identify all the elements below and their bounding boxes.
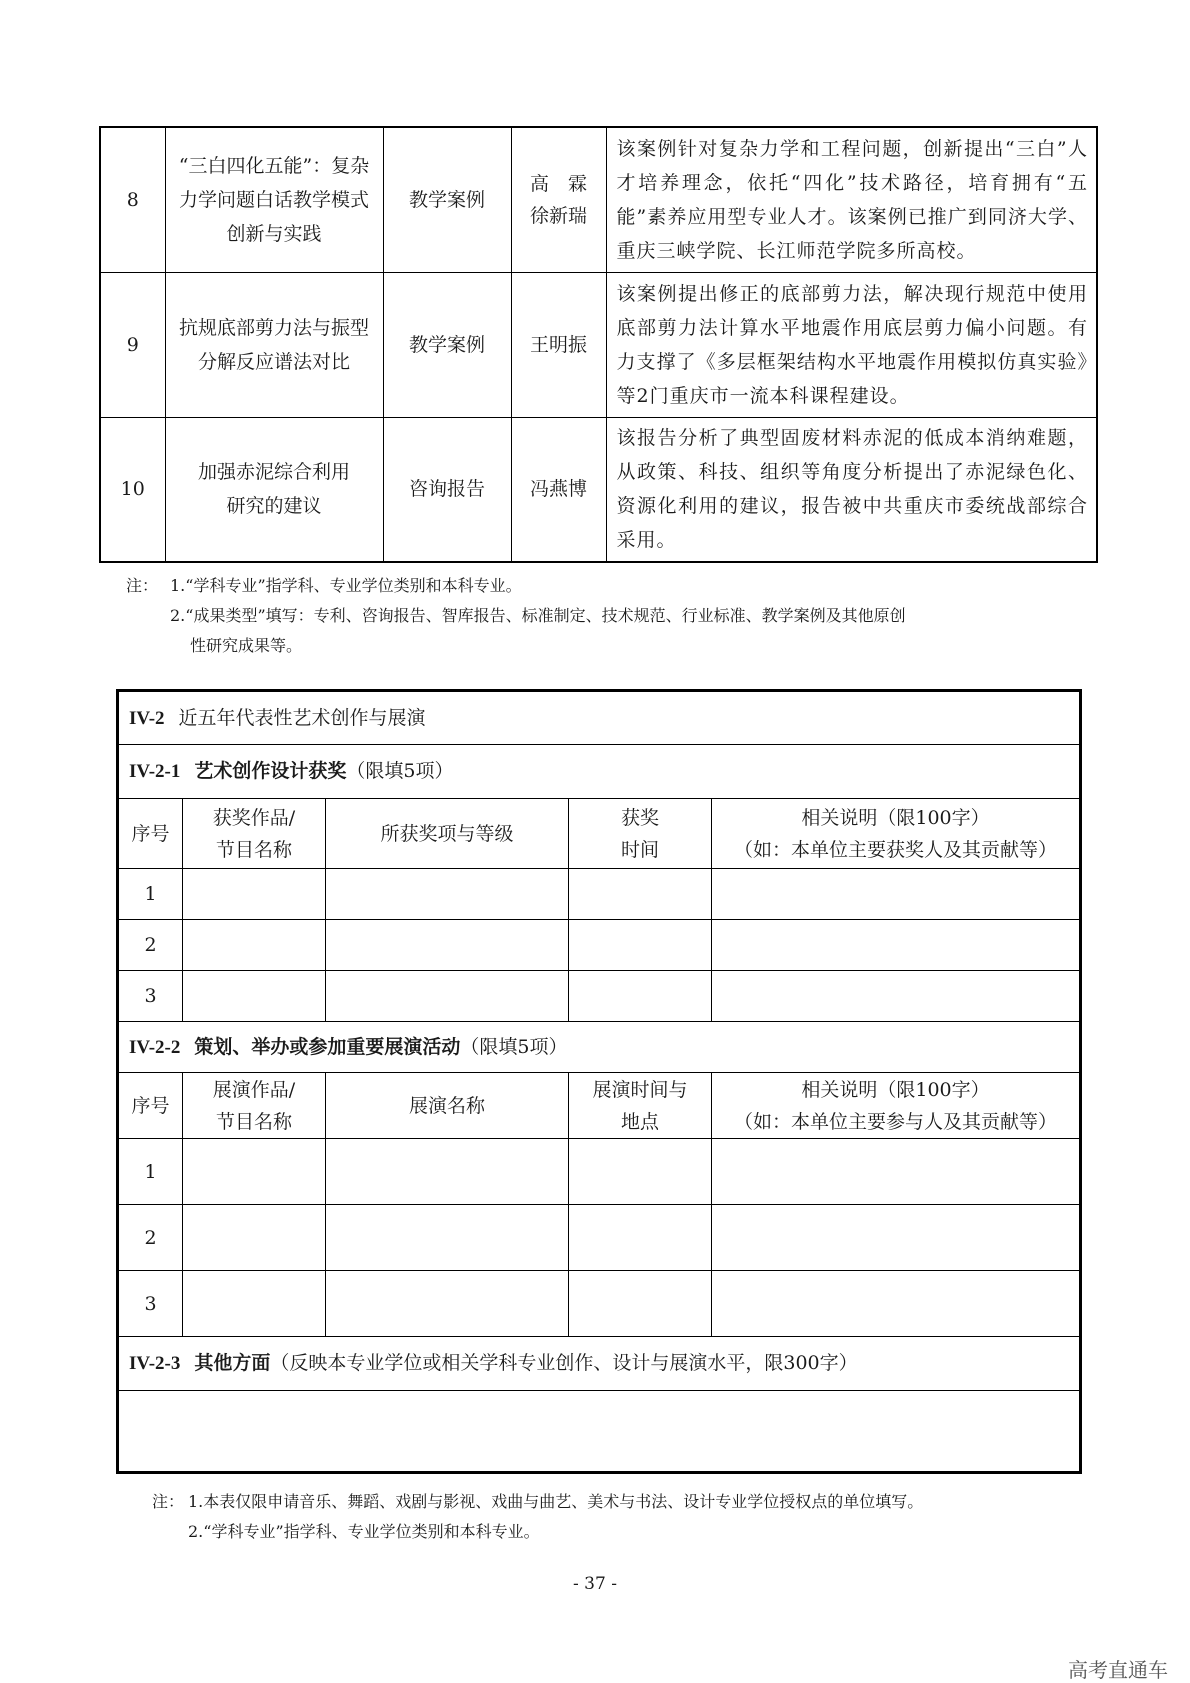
empty-cell[interactable] bbox=[569, 1139, 712, 1205]
section-header bbox=[118, 691, 1081, 745]
achievement-title: 加强赤泥综合利用研究的建议 bbox=[165, 417, 383, 562]
table-row bbox=[118, 1271, 1081, 1337]
note-line: 1.“学科专业”指学科、专业学位类别和本科专业。 bbox=[170, 576, 522, 595]
empty-cell[interactable] bbox=[569, 1271, 712, 1337]
row-number: 1 bbox=[118, 869, 183, 920]
author-name: 高 霖 bbox=[529, 172, 587, 195]
achievement-type: 教学案例 bbox=[383, 127, 511, 272]
note-line: 性研究成果等。 bbox=[190, 636, 303, 655]
subsection-code: IV-2-3 bbox=[129, 1353, 181, 1374]
empty-cell[interactable] bbox=[326, 869, 569, 920]
col-header-note: 相关说明（限100字） （如：本单位主要参与人及其贡献等） bbox=[712, 1073, 1081, 1139]
achievement-authors: 冯燕博 bbox=[511, 417, 606, 562]
note-line: 2.“学科专业”指学科、专业学位类别和本科专业。 bbox=[188, 1522, 540, 1541]
empty-cell[interactable] bbox=[326, 920, 569, 971]
page-number: - 37 - bbox=[573, 1574, 617, 1594]
empty-cell[interactable] bbox=[569, 869, 712, 920]
note-label: 注： bbox=[126, 576, 159, 595]
col-header-award: 所获奖项与等级 bbox=[326, 799, 569, 869]
watermark: 高考直通车 bbox=[1068, 1658, 1168, 1682]
subsection-title bbox=[118, 745, 1081, 799]
row-number: 1 bbox=[118, 1139, 183, 1205]
section-code: IV-2 bbox=[129, 707, 165, 729]
empty-cell[interactable] bbox=[326, 1139, 569, 1205]
subsection-header bbox=[118, 1022, 1081, 1073]
column-headers bbox=[118, 799, 1081, 869]
col-header-work: 获奖作品/ 节目名称 bbox=[183, 799, 326, 869]
achievement-type: 咨询报告 bbox=[383, 417, 511, 562]
table-row bbox=[118, 920, 1081, 971]
table-row bbox=[118, 869, 1081, 920]
achievement-title: “三白四化五能”：复杂力学问题白话教学模式创新与实践 bbox=[165, 127, 383, 272]
col-header-time: 展演时间与 地点 bbox=[569, 1073, 712, 1139]
achievement-description: 该报告分析了典型固废材料赤泥的低成本消纳难题，从政策、科技、组织等角度分析提出了赤泥绿色化、资源化利用的建议，报告被中共重庆市委统战部综合采用。 bbox=[606, 417, 1097, 562]
table-row bbox=[100, 272, 1097, 417]
empty-cell[interactable] bbox=[326, 1205, 569, 1271]
art-creation-table bbox=[116, 689, 1082, 1474]
empty-cell[interactable] bbox=[118, 1391, 1081, 1473]
empty-cell[interactable] bbox=[183, 1205, 326, 1271]
empty-cell[interactable] bbox=[712, 1139, 1081, 1205]
subsection-title-text: 其他方面 bbox=[194, 1352, 271, 1374]
subsection-limit: （限填5项） bbox=[460, 1035, 568, 1058]
subsection-limit: （限填5项） bbox=[346, 760, 454, 782]
subsection-code: IV-2-1 bbox=[129, 761, 181, 782]
row-number: 8 bbox=[100, 127, 165, 272]
achievement-description: 该案例针对复杂力学和工程问题，创新提出“三白”人才培养理念，依托“四化”技术路径，培育拥有“五能”素养应用型专业人才。该案例已推广到同济大学、重庆三峡学院、长江师范学院多所高校。 bbox=[606, 127, 1097, 272]
subsection-title-text: 策划、举办或参加重要展演活动 bbox=[194, 1035, 461, 1058]
row-number: 3 bbox=[118, 971, 183, 1022]
table-row bbox=[100, 417, 1097, 562]
empty-cell[interactable] bbox=[183, 971, 326, 1022]
empty-cell[interactable] bbox=[712, 1271, 1081, 1337]
table-row bbox=[118, 1205, 1081, 1271]
empty-cell[interactable] bbox=[326, 971, 569, 1022]
empty-cell[interactable] bbox=[569, 1205, 712, 1271]
row-number: 2 bbox=[118, 920, 183, 971]
empty-cell[interactable] bbox=[183, 1271, 326, 1337]
empty-cell[interactable] bbox=[569, 920, 712, 971]
author-name: 徐新瑞 bbox=[529, 204, 587, 227]
column-headers bbox=[118, 1073, 1081, 1139]
achievement-title: 抗规底部剪力法与振型分解反应谱法对比 bbox=[165, 272, 383, 417]
free-text-area bbox=[118, 1391, 1081, 1473]
table-row bbox=[100, 127, 1097, 272]
achievements-table bbox=[99, 126, 1098, 563]
subsection-title-text: 艺术创作设计获奖 bbox=[194, 760, 347, 782]
section-title-text: 近五年代表性艺术创作与展演 bbox=[178, 706, 426, 729]
col-header-note: 相关说明（限100字） （如：本单位主要获奖人及其贡献等） bbox=[712, 799, 1081, 869]
row-number: 3 bbox=[118, 1271, 183, 1337]
achievement-authors bbox=[511, 127, 606, 272]
empty-cell[interactable] bbox=[183, 869, 326, 920]
row-number: 2 bbox=[118, 1205, 183, 1271]
col-header-no: 序号 bbox=[118, 799, 183, 869]
achievement-type: 教学案例 bbox=[383, 272, 511, 417]
row-number: 10 bbox=[100, 417, 165, 562]
empty-cell[interactable] bbox=[183, 920, 326, 971]
empty-cell[interactable] bbox=[569, 971, 712, 1022]
achievement-description: 该案例提出修正的底部剪力法，解决现行规范中使用底部剪力法计算水平地震作用底层剪力偏小问题。有力支撑了《多层框架结构水平地震作用模拟仿真实验》等2门重庆市一流本科课程建设。 bbox=[606, 272, 1097, 417]
empty-cell[interactable] bbox=[712, 869, 1081, 920]
row-number: 9 bbox=[100, 272, 165, 417]
col-header-work: 展演作品/ 节目名称 bbox=[183, 1073, 326, 1139]
subsection-title bbox=[118, 1022, 1081, 1073]
table-row bbox=[118, 1139, 1081, 1205]
empty-cell[interactable] bbox=[183, 1139, 326, 1205]
note-label: 注： bbox=[152, 1492, 185, 1511]
section-title bbox=[118, 691, 1081, 745]
col-header-no: 序号 bbox=[118, 1073, 183, 1139]
subsection-header bbox=[118, 1337, 1081, 1391]
col-header-time: 获奖 时间 bbox=[569, 799, 712, 869]
achievement-authors: 王明振 bbox=[511, 272, 606, 417]
empty-cell[interactable] bbox=[326, 1271, 569, 1337]
empty-cell[interactable] bbox=[712, 1205, 1081, 1271]
subsection-header bbox=[118, 745, 1081, 799]
empty-cell[interactable] bbox=[712, 920, 1081, 971]
subsection-title bbox=[118, 1337, 1081, 1391]
table-row bbox=[118, 971, 1081, 1022]
note-line: 2.“成果类型”填写：专利、咨询报告、智库报告、标准制定、技术规范、行业标准、教学案例及其他原创 bbox=[170, 606, 906, 625]
col-header-name: 展演名称 bbox=[326, 1073, 569, 1139]
subsection-code: IV-2-2 bbox=[129, 1036, 181, 1058]
empty-cell[interactable] bbox=[712, 971, 1081, 1022]
note-line: 1.本表仅限申请音乐、舞蹈、戏剧与影视、戏曲与曲艺、美术与书法、设计专业学位授权点的单位填写。 bbox=[188, 1492, 924, 1511]
subsection-limit: （反映本专业学位或相关学科专业创作、设计与展演水平，限300字） bbox=[270, 1352, 858, 1374]
